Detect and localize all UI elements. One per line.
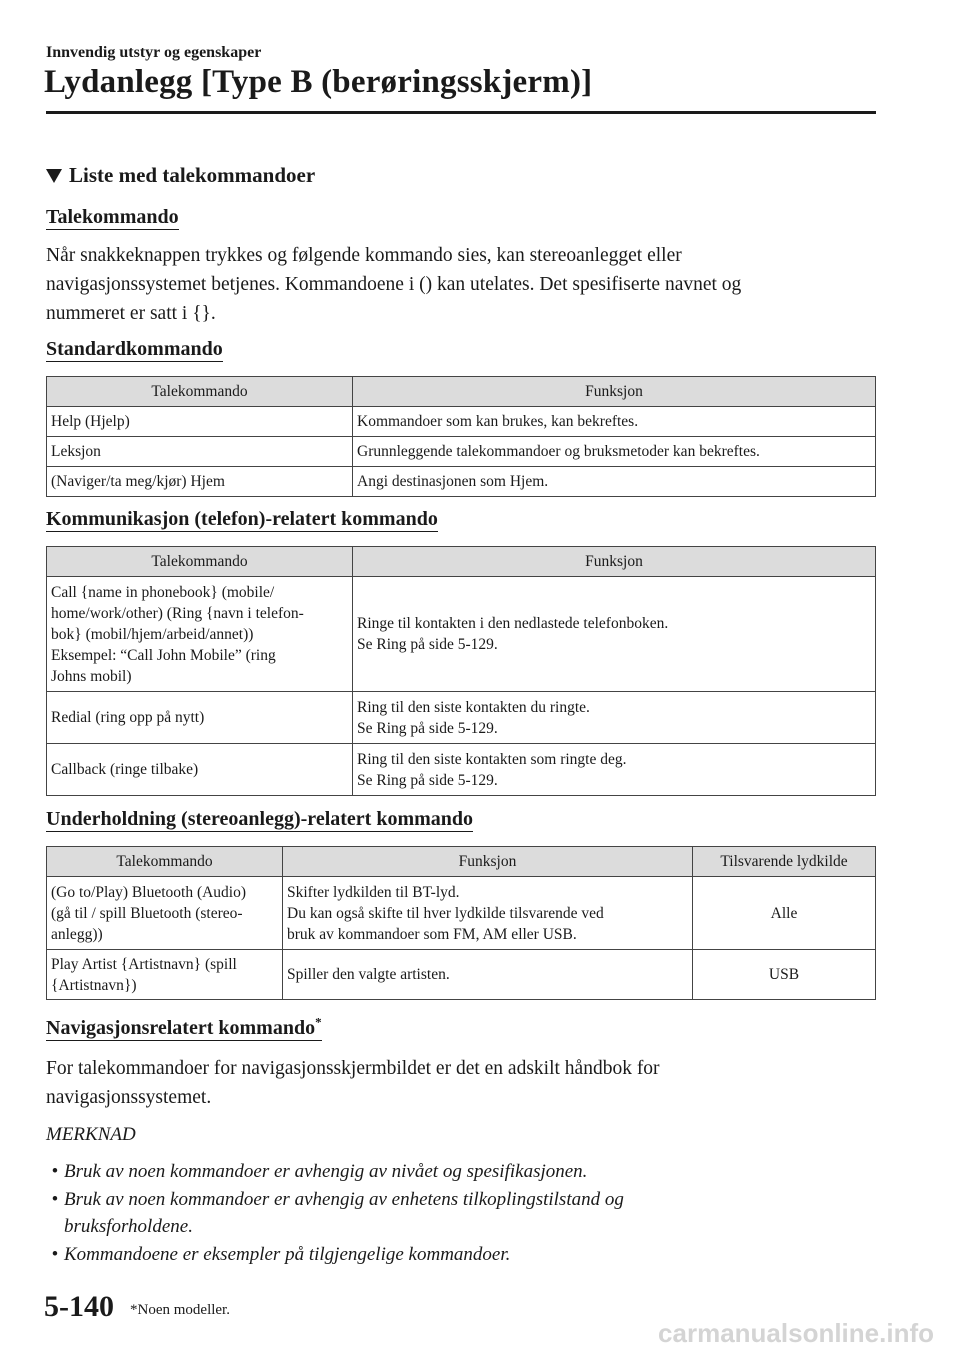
function-line: Se Ring på side 5-129.	[357, 719, 498, 737]
col-header-command: Talekommando	[47, 377, 353, 407]
function-line: Du kan også skifte til hver lydkilde tilsvarende ved	[287, 904, 604, 922]
footnote: *Noen modeller.	[130, 1302, 230, 1318]
table-row	[47, 950, 876, 1000]
function-line: Spiller den valgte artisten.	[287, 966, 450, 983]
col-header-function: Funksjon	[353, 377, 876, 407]
phone-command-table	[46, 546, 876, 796]
audio-command-heading	[46, 808, 473, 831]
voice-command-heading-text: Talekommando	[46, 206, 179, 228]
command-cell	[47, 950, 283, 1000]
command-line: {Artistnavn})	[51, 976, 137, 994]
footnote-asterisk: *	[315, 1014, 322, 1029]
command-line: (Go to/Play) Bluetooth (Audio)	[51, 883, 247, 901]
command-line: Call {name in phonebook} (mobile/	[51, 583, 275, 601]
note-item	[46, 1186, 806, 1240]
command-line: (gå til / spill Bluetooth (stereo-	[51, 904, 243, 922]
command-cell	[47, 577, 353, 692]
col-header-command: Talekommando	[47, 847, 283, 877]
command-cell	[47, 692, 353, 744]
note-text-continued: bruksforholdene.	[64, 1216, 193, 1237]
table-row	[47, 692, 876, 744]
command-cell	[47, 744, 353, 796]
command-cell: Help (Hjelp)	[47, 407, 353, 437]
section-title	[46, 163, 315, 188]
col-header-source: Tilsvarende lydkilde	[693, 847, 876, 877]
function-cell: Grunnleggende talekommandoer og bruksmetoder kan bekreftes.	[353, 437, 876, 467]
intro-line-1: Når snakkeknappen trykkes og følgende kommando sies, kan stereoanlegget eller	[46, 245, 682, 266]
note-text: Bruk av noen kommandoer er avhengig av enhetens tilkoplingstilstand og	[64, 1189, 624, 1210]
command-cell	[47, 877, 283, 950]
col-header-command: Talekommando	[47, 547, 353, 577]
function-cell	[353, 577, 876, 692]
nav-heading-label: Navigasjonsrelatert kommando	[46, 1016, 316, 1039]
bullet-icon: •	[51, 1189, 59, 1210]
function-cell	[353, 692, 876, 744]
function-line: Skifter lydkilden til BT-lyd.	[287, 883, 460, 901]
function-cell: Angi destinasjonen som Hjem.	[353, 467, 876, 497]
command-line: anlegg))	[51, 925, 103, 943]
table-row	[47, 877, 876, 950]
triangle-down-icon	[46, 169, 62, 183]
intro-line-3: nummeret er satt i {}.	[46, 303, 216, 324]
function-cell: Kommandoer som kan brukes, kan bekreftes.	[353, 407, 876, 437]
function-cell	[283, 877, 693, 950]
page-number: 5-140	[44, 1290, 114, 1323]
source-cell: USB	[693, 950, 876, 1000]
note-heading: MERKNAD	[46, 1124, 136, 1145]
table-row	[47, 467, 876, 497]
command-cell: Leksjon	[47, 437, 353, 467]
function-line: Ring til den siste kontakten som ringte deg.	[357, 750, 627, 768]
function-line: Se Ring på side 5-129.	[357, 771, 498, 789]
col-header-function: Funksjon	[353, 547, 876, 577]
section-title-text: Liste med talekommandoer	[69, 163, 316, 187]
function-line: Ring til den siste kontakten du ringte.	[357, 698, 590, 716]
command-line: Johns mobil)	[51, 667, 132, 685]
page-title: Lydanlegg [Type B (berøringsskjerm)]	[44, 64, 593, 100]
note-item	[46, 1241, 806, 1268]
standard-command-table	[46, 376, 876, 497]
function-cell	[283, 950, 693, 1000]
command-line: Play Artist {Artistnavn} (spill	[51, 955, 237, 973]
nav-command-heading	[46, 1014, 322, 1040]
note-text: Kommandoene er eksempler på tilgjengelige kommandoer.	[64, 1244, 511, 1265]
phone-command-heading-text: Kommunikasjon (telefon)-relatert kommando	[46, 508, 438, 530]
bullet-icon: •	[51, 1161, 59, 1182]
voice-command-heading	[46, 206, 179, 229]
note-item	[46, 1158, 806, 1185]
standard-command-heading-text: Standardkommando	[46, 338, 223, 360]
source-cell: Alle	[693, 877, 876, 950]
command-line: home/work/other) (Ring {navn i telefon-	[51, 604, 304, 622]
function-line: Ringe til kontakten i den nedlastede telefonboken.	[357, 615, 669, 632]
command-cell: (Naviger/ta meg/kjør) Hjem	[47, 467, 353, 497]
command-line: Eksempel: “Call John Mobile” (ring	[51, 646, 276, 664]
nav-command-heading-text	[46, 1014, 322, 1041]
nav-text-line-1: For talekommandoer for navigasjonsskjermbildet er det en adskilt håndbok for	[46, 1058, 660, 1079]
table-row	[47, 744, 876, 796]
audio-command-table	[46, 846, 876, 1000]
function-line: Se Ring på side 5-129.	[357, 636, 498, 653]
bullet-icon: •	[51, 1244, 59, 1265]
table-row	[47, 577, 876, 692]
table-row	[47, 437, 876, 467]
voice-command-intro	[46, 241, 876, 328]
command-line: Redial (ring opp på nytt)	[51, 709, 205, 726]
standard-command-heading	[46, 338, 223, 361]
chapter-label: Innvendig utstyr og egenskaper	[46, 44, 262, 61]
nav-command-text	[46, 1054, 876, 1112]
function-line: bruk av kommandoer som FM, AM eller USB.	[287, 925, 577, 943]
function-cell	[353, 744, 876, 796]
note-text: Bruk av noen kommandoer er avhengig av nivået og spesifikasjonen.	[64, 1161, 588, 1182]
title-divider	[46, 111, 876, 114]
col-header-function: Funksjon	[283, 847, 693, 877]
table-row	[47, 407, 876, 437]
intro-line-2: navigasjonssystemet betjenes. Kommandoene i () kan utelates. Det spesifiserte navnet og	[46, 274, 742, 295]
phone-command-heading	[46, 508, 438, 531]
command-line: bok} (mobil/hjem/arbeid/annet))	[51, 625, 254, 643]
nav-text-line-2: navigasjonssystemet.	[46, 1087, 212, 1108]
audio-command-heading-text: Underholdning (stereoanlegg)-relatert kommando	[46, 808, 474, 830]
watermark: carmanualsonline.info	[658, 1318, 934, 1348]
command-line: Callback (ringe tilbake)	[51, 761, 199, 778]
